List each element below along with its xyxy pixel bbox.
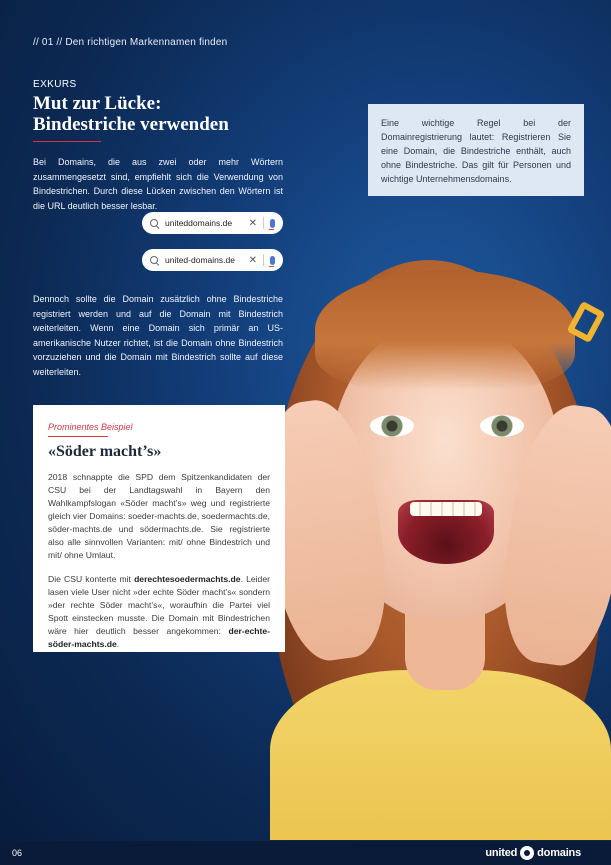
example-title: «Söder macht’s» (48, 443, 162, 460)
photo-neck (405, 610, 485, 690)
microphone-icon (270, 219, 275, 228)
search-query: uniteddomains.de (165, 218, 233, 228)
brand-logo (485, 846, 581, 860)
page-title-line-1: Mut zur Lücke: (33, 93, 162, 114)
title-divider (33, 141, 101, 142)
search-query: united-domains.de (165, 255, 235, 265)
microphone-icon (270, 256, 275, 265)
close-icon: ✕ (248, 217, 257, 229)
page-number: 06 (12, 848, 23, 858)
photo-shirt (270, 670, 611, 840)
magnifier-icon (150, 256, 159, 265)
photo-teeth (410, 502, 482, 516)
page-title (33, 93, 293, 135)
photo-eye-right (480, 415, 524, 437)
pill-divider (263, 217, 264, 229)
magnifier-icon (150, 219, 159, 228)
info-box (368, 104, 584, 196)
page-title-line-2: Bindestriche verwenden (33, 114, 229, 135)
example-paragraph-2 (48, 573, 270, 651)
example-p2-mid: . Leider lasen viele User nicht »der echte Söder macht’s« sondern »der rechte Söder macht’s«, woraufhin die Partei viel Spott einstecken musste. Die Domain mit Bindestrichen wäre hier deutlich besser angekommen: (48, 574, 270, 636)
example-divider (48, 436, 108, 437)
pill-divider (263, 254, 264, 266)
example-paragraph-1: 2018 schnappte die SPD dem Spitzenkandidaten der CSU bei der Landtagswahl in Bayern den Wahlkampfslogan «Söder macht’s» weg und registrierte gleich vier Domains: soeder-machts.de, soedermachts.de, söder-machts.de und södermachts.de. Sie registrierte also alle sinnvollen Varianten: mit/ ohne Bindestrich und mit/ ohne Umlaut. (48, 472, 270, 560)
brand-logo-left: united (485, 847, 518, 859)
close-icon: ✕ (248, 254, 257, 266)
domain-derechtesoedermachts: derechtesoedermachts.de (134, 574, 241, 584)
redirect-paragraph: Dennoch sollte die Domain zusätzlich ohne Bindestriche registriert werden und auf die Domain mit Bindestrich weiterleiten. Wenn eine Domain sich primär an US-amerikanische Nutzer richtet, ist die Domain ohne Bindestrich vorzuziehen und die Domain mit Bindestrich sollte auf diese weiterleiten. (33, 294, 283, 377)
page-footer (0, 841, 611, 865)
example-p2-end: . (116, 639, 120, 649)
brand-logo-right: domains (537, 847, 581, 859)
intro-paragraph: Bei Domains, die aus zwei oder mehr Wörtern zusammengesetzt sind, empfiehlt sich die Verwendung von Bindestrichen. Durch diese Lücken zwischen den Wörtern ist die URL deutlich besser lesbar. (33, 157, 283, 211)
domain-der-echte-soeder-machts: der-echte-söder-machts.de (48, 626, 270, 649)
photo-eye-left (370, 415, 414, 437)
search-example-1 (142, 212, 283, 234)
search-example-2 (142, 249, 283, 271)
breadcrumb: // 01 // Den richtigen Markennamen finden (33, 37, 228, 48)
example-box (33, 405, 285, 652)
logo-mark-icon (520, 846, 534, 860)
info-box-text: Eine wichtige Regel bei der Domainregistrierung lautet: Registrieren Sie eine Domain, die Bindestriche enthält, auch ohne Bindestriche. Das gilt für Personen und wichtige Unternehmensdomains. (381, 118, 571, 184)
section-label: EXKURS (33, 79, 77, 90)
example-p2-pre: Die CSU konterte mit (48, 574, 135, 584)
example-kicker: Prominentes Beispiel (48, 422, 133, 432)
girl-photo (230, 230, 611, 840)
photo-fringe (315, 270, 575, 390)
